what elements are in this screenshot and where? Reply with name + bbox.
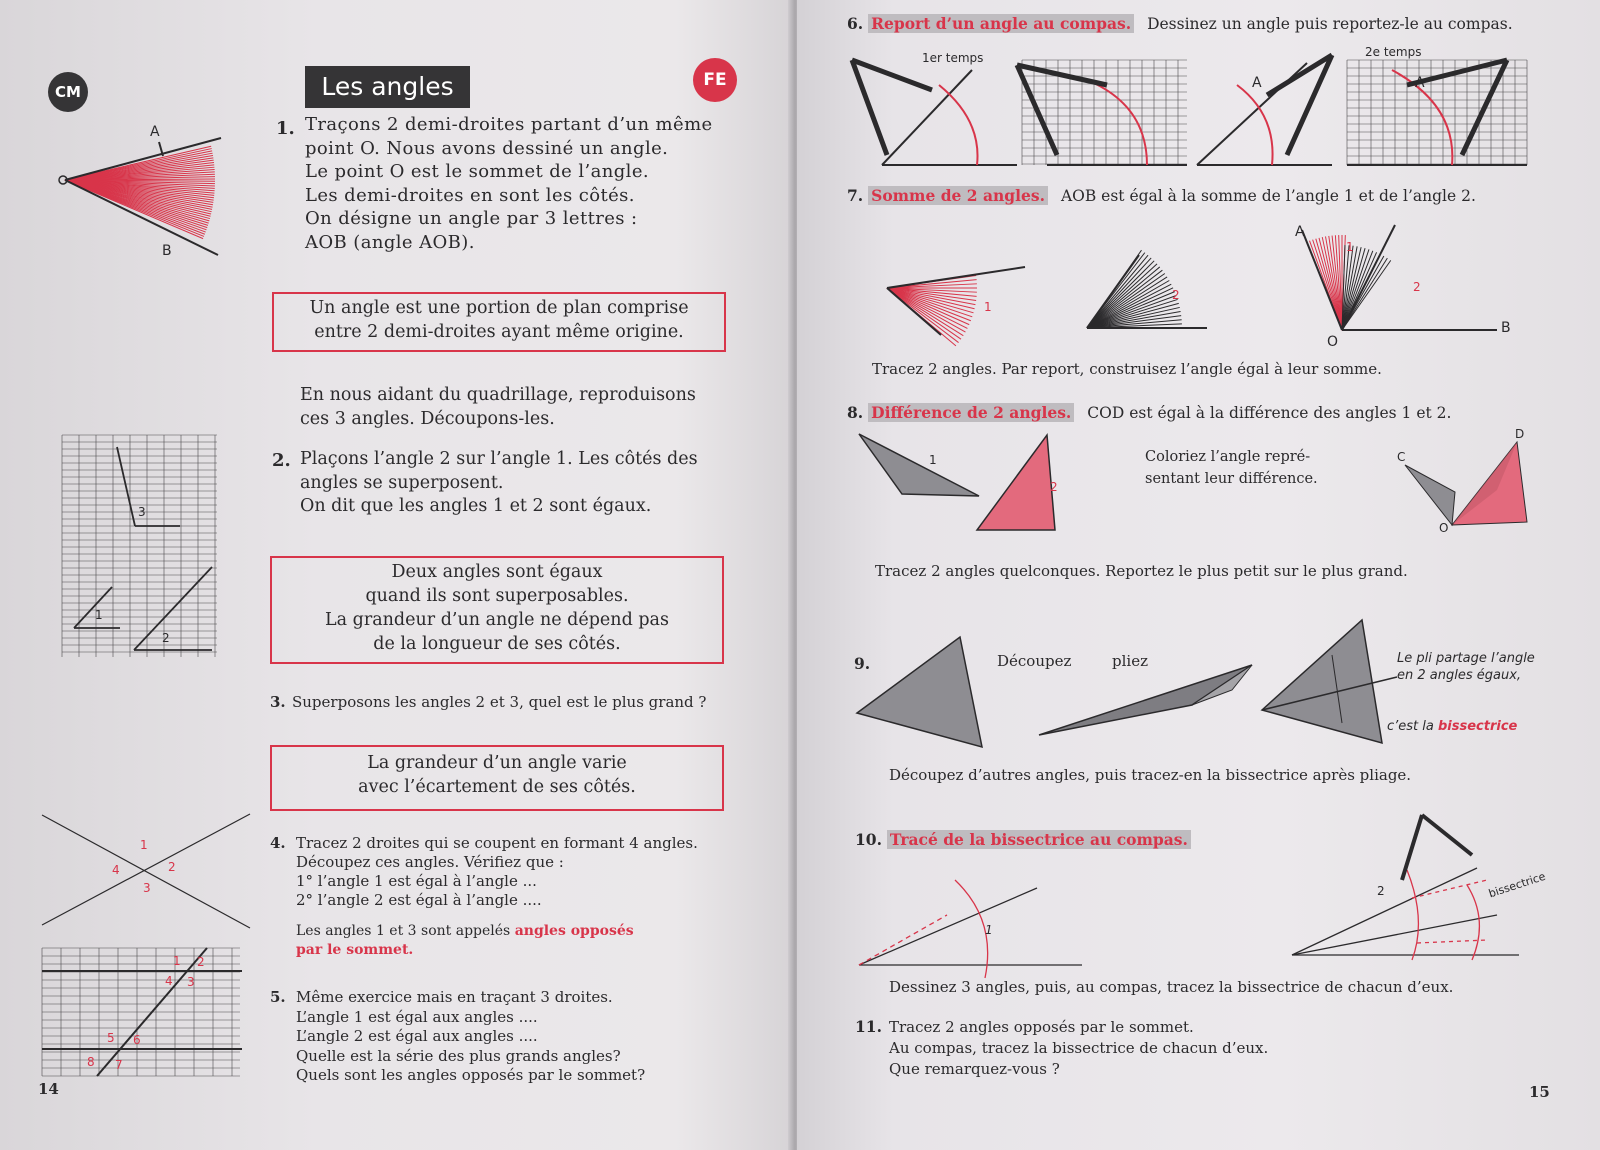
s11-number: 11.: [855, 1017, 882, 1036]
grid-angles-figure: [62, 435, 222, 660]
box1-line: entre 2 demi-droites ayant même origine.: [314, 322, 684, 342]
s11-line: Au compas, tracez la bissectrice de chacun d’eux.: [889, 1039, 1269, 1057]
s8-note-line: Coloriez l’angle repré-: [1145, 449, 1311, 465]
s8-title: Différence de 2 angles.: [868, 403, 1074, 422]
fig1-label-b: B: [162, 243, 172, 259]
s8-heading: [847, 403, 1451, 422]
grid2-label: 7: [115, 1058, 123, 1072]
s9-bissectrice: bissectrice: [1438, 719, 1518, 734]
s9-note-line: en 2 angles égaux,: [1397, 668, 1522, 683]
s9-pliez: pliez: [1112, 652, 1148, 670]
s6-number: 6.: [847, 14, 864, 33]
s4-line: Tracez 2 droites qui se coupent en formant 4 angles.: [296, 834, 698, 852]
s11-line: Tracez 2 angles opposés par le sommet.: [889, 1018, 1194, 1036]
s5-text: [296, 988, 645, 1086]
s7-label-1b: 1: [1346, 240, 1354, 254]
s4-text: [296, 834, 698, 910]
s11-line: Que remarquez-vous ?: [889, 1060, 1060, 1078]
s2-number: 2.: [272, 450, 291, 471]
s7-label-1: 1: [984, 300, 992, 314]
definition-box-3: [270, 745, 724, 811]
cross-label: 1: [140, 838, 148, 852]
s9-note: [1397, 650, 1535, 684]
page-title: Les angles: [305, 66, 470, 108]
s8-label-d: D: [1515, 427, 1525, 441]
s8-label-o: O: [1439, 521, 1449, 535]
intro-2: [300, 383, 696, 431]
s8-label-c: C: [1397, 450, 1406, 464]
grid-label: 3: [138, 505, 146, 519]
page-number-right: 15: [1529, 1083, 1550, 1101]
s7-label-2: 2: [1172, 288, 1180, 302]
s4-line: 1° l’angle 1 est égal à l’angle ...: [296, 872, 537, 890]
grid2-label: 5: [107, 1031, 115, 1045]
s8-note-line: sentant leur différence.: [1145, 471, 1318, 487]
grid-label: 1: [95, 608, 103, 622]
grid-three-lines-figure: [42, 948, 242, 1078]
s1-line: point O. Nous avons dessiné un angle.: [305, 137, 669, 159]
s7-title: Somme de 2 angles.: [868, 186, 1048, 205]
grid2-label: 3: [187, 975, 195, 989]
left-page: [0, 0, 795, 1150]
s8-label-1: 1: [929, 453, 937, 467]
s11-text: [889, 1017, 1268, 1080]
fe-badge: FE: [693, 58, 737, 102]
s9-number: 9.: [854, 654, 871, 673]
s2-line: Plaçons l’angle 2 sur l’angle 1. Les côtés des: [300, 449, 698, 469]
s6-temps-2: 2e temps: [1365, 45, 1422, 59]
s10-foot: Dessinez 3 angles, puis, au compas, tracez la bissectrice de chacun d’eux.: [889, 978, 1454, 996]
s2-line: On dit que les angles 1 et 2 sont égaux.: [300, 496, 652, 516]
box2-line: Deux angles sont égaux: [391, 562, 603, 582]
grid2-label: 8: [87, 1055, 95, 1069]
s9-note-line: Le pli partage l’angle: [1397, 651, 1535, 666]
grid2-label: 2: [197, 955, 205, 969]
intro2-line: En nous aidant du quadrillage, reproduisons: [300, 385, 696, 405]
s4-note-text: Les angles 1 et 3 sont appelés: [296, 923, 511, 939]
s10-label-2: 2: [1377, 884, 1385, 898]
s2-line: angles se superposent.: [300, 472, 504, 493]
decorative-stroke: [887, 288, 971, 321]
grid-label: 2: [162, 631, 170, 645]
s10-title: Tracé de la bissectrice au compas.: [887, 830, 1191, 849]
definition-box-2: [270, 556, 724, 664]
s8-label-2: 2: [1050, 480, 1058, 494]
grid2-label: 1: [173, 954, 181, 968]
s1-line: Les demi-droites en sont les côtés.: [305, 184, 635, 206]
cm-badge: CM: [48, 72, 88, 112]
grid2-label: 4: [165, 974, 173, 988]
s9-foot: Découpez d’autres angles, puis tracez-en la bissectrice après pliage.: [889, 766, 1412, 784]
box3-line: avec l’écartement de ses côtés.: [358, 777, 636, 797]
box3-line: La grandeur d’un angle varie: [367, 753, 627, 773]
s6-text: Dessinez un angle puis reportez-le au compas.: [1147, 15, 1513, 33]
s9-cest-line: [1387, 719, 1517, 734]
definition-box-1: [272, 292, 726, 352]
s7-number: 7.: [847, 186, 864, 205]
box1-line: Un angle est une portion de plan comprise: [309, 298, 689, 318]
s4-note: [296, 923, 634, 939]
s6-heading: [847, 14, 1513, 33]
s8-color-note: [1145, 446, 1318, 490]
s10-number: 10.: [855, 830, 882, 849]
s5-line: L’angle 2 est égal aux angles ....: [296, 1027, 538, 1045]
s1-line: On désigne un angle par 3 lettres :: [305, 208, 638, 229]
s6-label-a2: A: [1415, 75, 1425, 91]
fold-bisector-figure: [852, 615, 1412, 750]
angle-sum-figure: [877, 215, 1517, 350]
angle-fan-figure: [55, 120, 235, 260]
s6-title: Report d’un angle au compas.: [868, 14, 1134, 33]
cross-label: 4: [112, 863, 120, 877]
s9-cest: c’est la: [1387, 719, 1434, 734]
s7-foot: Tracez 2 angles. Par report, construisez l’angle égal à leur somme.: [872, 360, 1382, 378]
s4-line: Découpez ces angles. Vérifiez que :: [296, 853, 564, 871]
s4-note-red-2: par le sommet.: [296, 942, 414, 958]
s7-label-a: A: [1295, 224, 1305, 240]
page-number-left: 14: [38, 1080, 59, 1098]
s10-bissectrice: bissectrice: [1487, 869, 1548, 901]
s2-text: [300, 448, 698, 519]
s5-line: Quelle est la série des plus grands angles?: [296, 1046, 621, 1065]
crossing-lines-figure: [40, 810, 255, 935]
s3-number: 3.: [270, 693, 286, 711]
s3-text: Superposons les angles 2 et 3, quel est le plus grand ?: [292, 693, 707, 711]
right-page: [797, 0, 1600, 1150]
s5-number: 5.: [270, 988, 286, 1006]
s9-decoupez: Découpez: [997, 652, 1072, 670]
s7-heading: [847, 186, 1476, 205]
fig1-label-a: A: [150, 124, 160, 140]
compass-bisector-figure: [857, 810, 1537, 980]
s7-text: AOB est égal à la somme de l’angle 1 et de l’angle 2.: [1060, 187, 1476, 205]
s4-line: 2° l’angle 2 est égal à l’angle ....: [296, 891, 542, 909]
grid2-label: 6: [133, 1033, 141, 1047]
s1-text: [305, 113, 713, 254]
s5-line: Quels sont les angles opposés par le sommet?: [296, 1066, 646, 1084]
s6-label-a: A: [1252, 75, 1262, 91]
s1-line: Traçons 2 demi-droites partant d’un même: [305, 114, 713, 135]
s8-number: 8.: [847, 403, 864, 422]
box2-line: de la longueur de ses côtés.: [373, 634, 621, 654]
s5-line: Même exercice mais en traçant 3 droites.: [296, 988, 613, 1006]
s8-text: COD est égal à la différence des angles 1 et 2.: [1087, 404, 1452, 422]
box2-line: La grandeur d’un angle ne dépend pas: [325, 610, 669, 630]
s1-number: 1.: [276, 118, 295, 139]
s7-label-b: B: [1501, 320, 1511, 336]
s4-number: 4.: [270, 834, 286, 852]
s4-note-red: angles opposés: [514, 923, 634, 939]
s10-label-1: 1: [985, 923, 993, 937]
intro2-line: ces 3 angles. Découpons-les.: [300, 409, 555, 429]
box2-line: quand ils sont superposables.: [365, 586, 629, 606]
s1-line: Le point O est le sommet de l’angle.: [305, 161, 650, 182]
s8-foot: Tracez 2 angles quelconques. Reportez le plus petit sur le plus grand.: [875, 562, 1408, 580]
s7-label-2b: 2: [1413, 280, 1421, 294]
cross-label: 3: [143, 881, 151, 895]
cross-label: 2: [168, 860, 176, 874]
s5-line: L’angle 1 est égal aux angles ....: [296, 1007, 538, 1026]
s1-line: AOB (angle AOB).: [305, 231, 475, 253]
s6-temps-1: 1er temps: [922, 51, 984, 65]
decorative-stroke: [887, 288, 961, 339]
s7-label-o: O: [1327, 334, 1339, 350]
